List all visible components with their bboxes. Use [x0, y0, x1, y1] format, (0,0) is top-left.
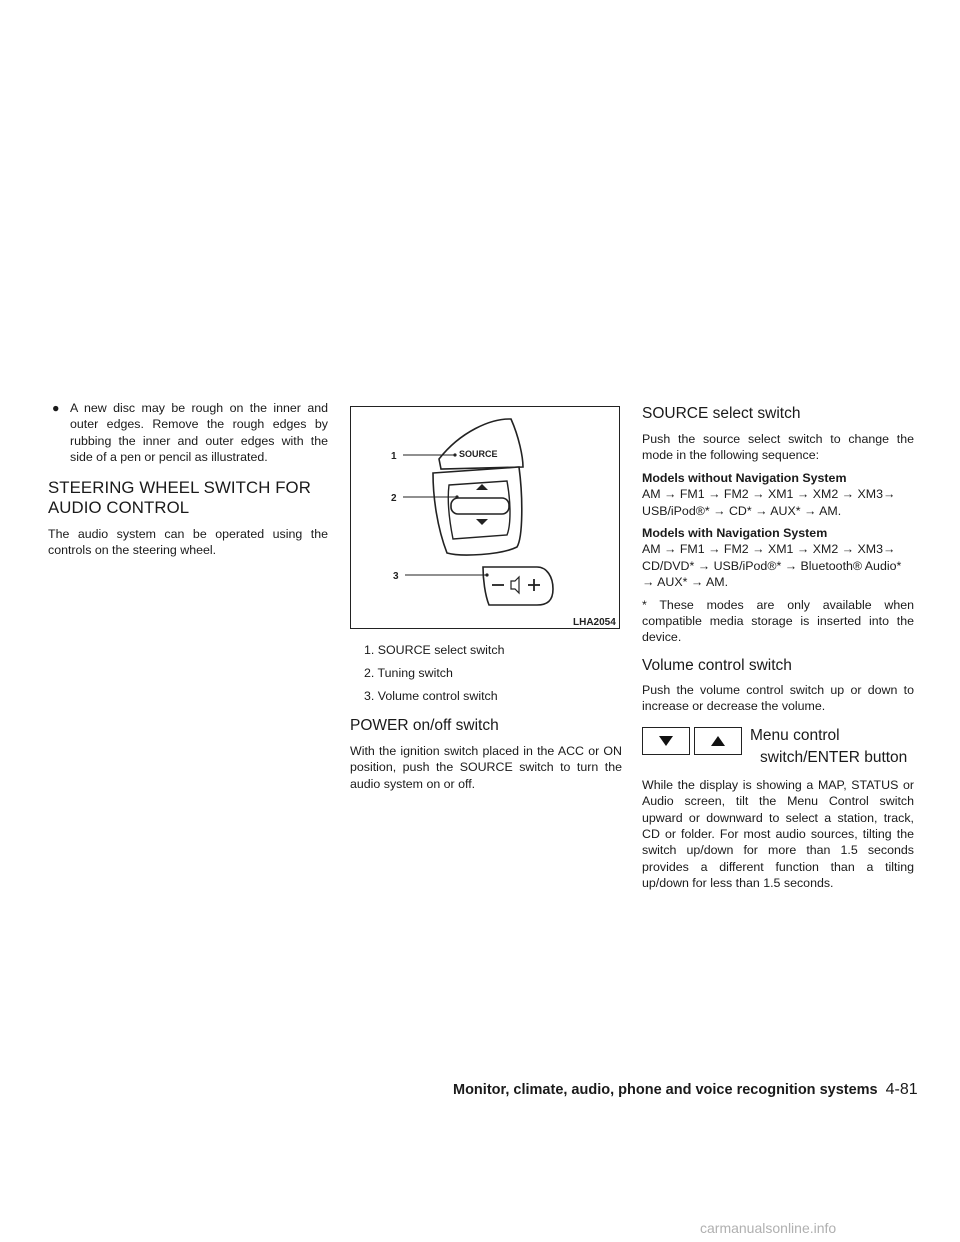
down-triangle-icon — [658, 735, 674, 747]
menu-heading-line2: switch/ENTER button — [760, 748, 908, 766]
callout-number-2: 2 — [391, 493, 397, 504]
column-left — [48, 400, 328, 558]
footer-section: Monitor, climate, audio, phone and voice recognition systems — [453, 1082, 878, 1098]
caption-list — [350, 639, 622, 708]
models-with-label: Models with Navigation System — [642, 526, 828, 541]
menu-heading — [750, 725, 907, 769]
power-paragraph: With the ignition switch placed in the ACC or ON position, push the SOURCE switch to turn the audio system on or off. — [350, 744, 622, 791]
section-heading-line1: STEERING WHEEL SWITCH FOR — [48, 477, 311, 497]
callout-number-3: 3 — [393, 571, 399, 582]
modes-note: * These modes are only available when compatible media storage is inserted into the device. — [642, 597, 914, 645]
source-heading: SOURCE select switch — [642, 405, 801, 422]
power-heading: POWER on/off switch — [350, 717, 499, 734]
down-key — [642, 727, 690, 755]
models-with-sequence: AM → FM1 → FM2 → XM1 → XM2 → XM3→ CD/DVD* → USB/iPod®* → Bluetooth® Audio* → AUX* → AM. — [642, 542, 902, 590]
source-button-shape — [439, 419, 523, 469]
steering-switch-illustration — [351, 407, 621, 630]
caption-item: 3. Volume control switch — [364, 689, 498, 703]
watermark: carmanualsonline.info — [700, 1220, 837, 1236]
section-heading-line2: AUDIO CONTROL — [48, 497, 190, 517]
volume-paragraph: Push the volume control switch up or down to increase or decrease the volume. — [642, 682, 914, 714]
figure-id: LHA2054 — [573, 617, 616, 628]
steering-switch-figure — [350, 406, 620, 629]
models-without-label: Models without Navigation System — [642, 470, 847, 485]
caption-item: 2. Tuning switch — [364, 666, 453, 680]
bullet-paragraph — [48, 400, 328, 466]
up-key — [694, 727, 742, 755]
bullet-text: A new disc may be rough on the inner and outer edges. Remove the rough edges by rubbing the inner and outer edges with the side of a pen or pencil as illustrated. — [70, 401, 328, 465]
up-triangle-icon — [710, 735, 726, 747]
callout-number-1: 1 — [391, 451, 397, 462]
volume-switch-housing — [483, 567, 553, 605]
source-label: SOURCE — [459, 449, 498, 459]
page-footer — [453, 1081, 918, 1099]
page-number: 4-81 — [885, 1081, 918, 1098]
menu-heading-line1: Menu control — [750, 726, 840, 744]
bullet-icon: ● — [52, 401, 60, 415]
column-right — [642, 400, 914, 892]
menu-heading-row — [642, 725, 914, 769]
tuning-switch-rocker — [451, 498, 509, 514]
source-intro: Push the source select switch to change the mode in the following sequence: — [642, 432, 914, 463]
menu-paragraph: While the display is showing a MAP, STATUS or Audio screen, tilt the Menu Control switch upward or downward to select a station, track, CD or folder. For most audio sources, tilting the switch up/down for more than 1.5 seconds provides a different function than a tilting up/down for less than 1.5 seconds. — [642, 777, 914, 891]
volume-heading: Volume control switch — [642, 656, 792, 674]
caption-item: 1. SOURCE select switch — [364, 643, 505, 657]
models-without-sequence: AM → FM1 → FM2 → XM1 → XM2 → XM3→ USB/iPod®* → CD* → AUX* → AM. — [642, 487, 896, 518]
column-middle — [350, 400, 622, 792]
intro-paragraph: The audio system can be operated using the controls on the steering wheel. — [48, 526, 328, 558]
